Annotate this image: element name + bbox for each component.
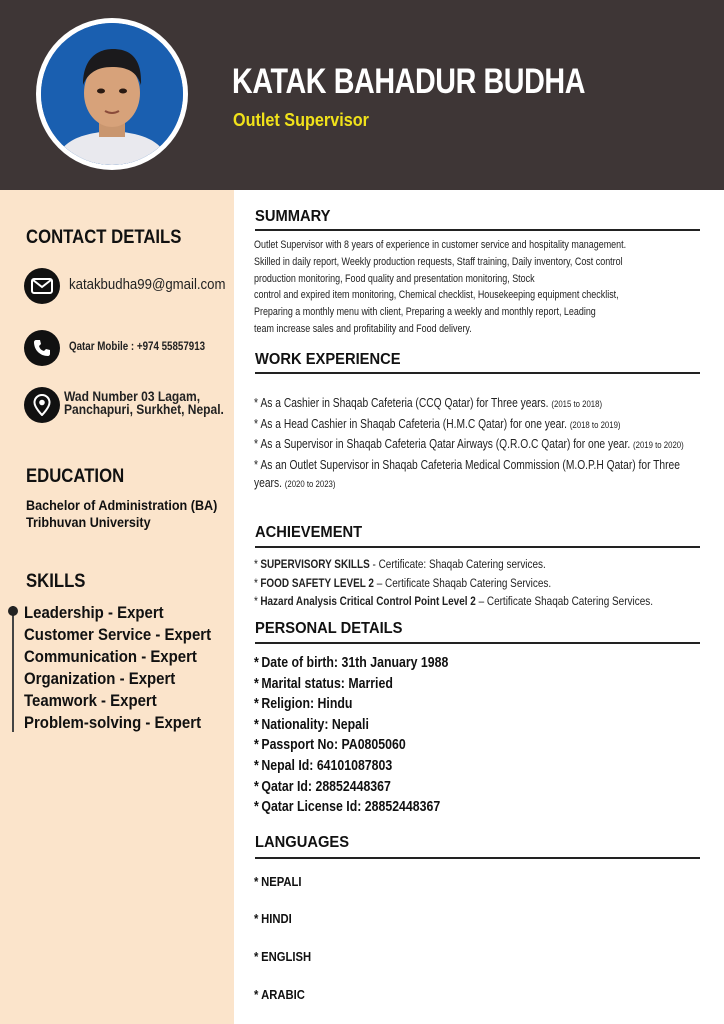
language-item [254, 875, 302, 889]
skill-item: Communication - Expert [24, 647, 197, 666]
achievement-item [254, 594, 653, 613]
personal-item [254, 737, 448, 758]
work-item-text: As a Cashier in Shaqab Cafeteria (CCQ Qatar) for Three years. [260, 396, 549, 410]
personal-item-text: Marital status: Married [261, 675, 393, 692]
profile-photo-frame [36, 18, 188, 170]
language-item [254, 950, 311, 964]
achievement-divider [255, 546, 700, 548]
skill-item: Organization - Expert [24, 669, 176, 688]
bullet-mark: * [254, 396, 258, 410]
skill-item: Leadership - Expert [24, 603, 164, 622]
bullet-mark: * [254, 737, 259, 754]
skills-heading: SKILLS [26, 571, 86, 592]
work-item-text: As an Outlet Supervisor in Shaqab Cafeteria Medical Commission (M.O.P.H Qatar) for Three years. [254, 457, 680, 490]
work-item [254, 435, 697, 456]
summary-line: team increase sales and profitability and Food delivery. [254, 322, 472, 335]
work-item [254, 456, 697, 495]
summary-text [254, 237, 698, 338]
bullet-mark: * [254, 950, 259, 964]
person-portrait-icon [41, 23, 183, 165]
bullet-mark: * [254, 988, 259, 1002]
personal-item-text: Nepal Id: 64101087803 [261, 757, 393, 774]
bullet-mark: * [254, 416, 258, 431]
work-list [254, 394, 697, 495]
skill-item: Teamwork - Expert [24, 691, 157, 710]
contact-heading: CONTACT DETAILS [26, 227, 182, 248]
achievement-detail: - Certificate: Shaqab Catering services. [369, 557, 546, 571]
skill-item: Problem-solving - Expert [24, 713, 202, 732]
email-link[interactable]: katakbudha99@gmail.com [69, 276, 226, 293]
language-name: HINDI [261, 912, 292, 926]
education-heading: EDUCATION [26, 466, 125, 487]
address [64, 390, 224, 416]
skills-list [24, 603, 237, 735]
envelope-icon [24, 268, 60, 304]
achievement-title: Hazard Analysis Critical Control Point Level 2 [260, 594, 476, 608]
achievement-item [254, 576, 653, 595]
work-item-text: As a Head Cashier in Shaqab Cafeteria (H.M.C Qatar) for one year. [260, 416, 567, 431]
work-item [254, 415, 697, 436]
bullet-mark: * [254, 757, 259, 774]
work-divider [255, 372, 700, 374]
phone-icon [24, 330, 60, 366]
work-item-years: (2019 to 2020) [633, 440, 684, 451]
bullet-mark: * [254, 875, 259, 889]
personal-details-list [254, 655, 448, 820]
personal-heading: PERSONAL DETAILS [255, 620, 403, 637]
education-degree: Bachelor of Administration (BA) [26, 497, 218, 513]
achievement-detail: – Certificate Shaqab Catering Services. [475, 594, 653, 608]
personal-item-text: Religion: Hindu [261, 696, 353, 713]
bullet-mark: * [254, 778, 259, 795]
personal-item [254, 676, 448, 697]
bullet-mark: * [254, 696, 259, 713]
address-line-1: Wad Number 03 Lagam, [64, 388, 201, 404]
bullet-mark: * [254, 437, 258, 451]
skills-timeline-dot [8, 606, 18, 616]
achievement-list [254, 557, 653, 613]
personal-item [254, 717, 448, 738]
work-item-text: As a Supervisor in Shaqab Cafeteria Qatar Airways (Q.R.O.C Qatar) for one year. [260, 437, 631, 451]
job-title: Outlet Supervisor [233, 110, 369, 130]
summary-line: Preparing a monthly menu with client, Preparing a weekly and monthly report, Leading [254, 306, 596, 319]
map-pin-icon [24, 387, 60, 423]
personal-item-text: Qatar Id: 28852448367 [261, 778, 391, 795]
personal-item [254, 758, 448, 779]
personal-item-text: Date of birth: 31th January 1988 [261, 655, 449, 671]
summary-line: control and expired item monitoring, Chemical checklist, Housekeeping equipment checklist, [254, 289, 619, 302]
summary-divider [255, 229, 700, 231]
bullet-mark: * [254, 575, 258, 590]
bullet-mark: * [254, 557, 258, 571]
work-item-years: (2018 to 2019) [569, 419, 621, 431]
work-item [254, 394, 697, 415]
personal-item [254, 696, 448, 717]
summary-heading: SUMMARY [255, 208, 331, 225]
language-name: ARABIC [261, 988, 305, 1002]
language-item [254, 912, 292, 926]
person-name: KATAK BAHADUR BUDHA [232, 62, 586, 101]
achievement-title: SUPERVISORY SKILLS [260, 557, 370, 571]
header-banner [0, 0, 724, 190]
bullet-mark: * [254, 655, 259, 671]
address-line-2: Panchapuri, Surkhet, Nepal. [64, 401, 224, 417]
work-heading: WORK EXPERIENCE [255, 351, 401, 368]
bullet-mark: * [254, 799, 259, 816]
summary-line: Skilled in daily report, Weekly production requests, Staff training, Daily inventory, Cost control [254, 255, 623, 268]
personal-item-text: Qatar License Id: 28852448367 [261, 799, 441, 816]
achievement-item [254, 557, 653, 576]
bullet-mark: * [254, 716, 259, 733]
summary-line: production monitoring, Food quality and presentation monitoring, Stock [254, 272, 535, 285]
achievement-heading: ACHIEVEMENT [255, 524, 363, 541]
achievement-title: FOOD SAFETY LEVEL 2 [260, 575, 374, 590]
bullet-mark: * [254, 912, 259, 926]
personal-item [254, 799, 448, 820]
skills-timeline-line [12, 606, 14, 732]
personal-divider [255, 642, 700, 644]
bullet-mark: * [254, 675, 259, 692]
language-name: NEPALI [261, 875, 302, 889]
personal-item [254, 655, 448, 676]
personal-item-text: Passport No: PA0805060 [261, 737, 406, 754]
language-item [254, 988, 305, 1002]
bullet-mark: * [254, 594, 258, 608]
education-university: Tribhuvan University [26, 514, 151, 530]
profile-photo [41, 23, 183, 165]
languages-divider [255, 857, 700, 859]
work-item-years: (2020 to 2023) [284, 479, 336, 490]
phone-number: Qatar Mobile : +974 55857913 [69, 341, 206, 353]
skill-item: Customer Service - Expert [24, 625, 212, 644]
personal-item [254, 779, 448, 800]
summary-line: Outlet Supervisor with 8 years of experience in customer service and hospitality management. [254, 239, 627, 251]
bullet-mark: * [254, 457, 258, 472]
languages-heading: LANGUAGES [255, 834, 350, 851]
language-name: ENGLISH [261, 950, 312, 964]
personal-item-text: Nationality: Nepali [261, 716, 369, 733]
work-item-years: (2015 to 2018) [551, 399, 603, 410]
achievement-detail: – Certificate Shaqab Catering Services. [373, 575, 552, 590]
